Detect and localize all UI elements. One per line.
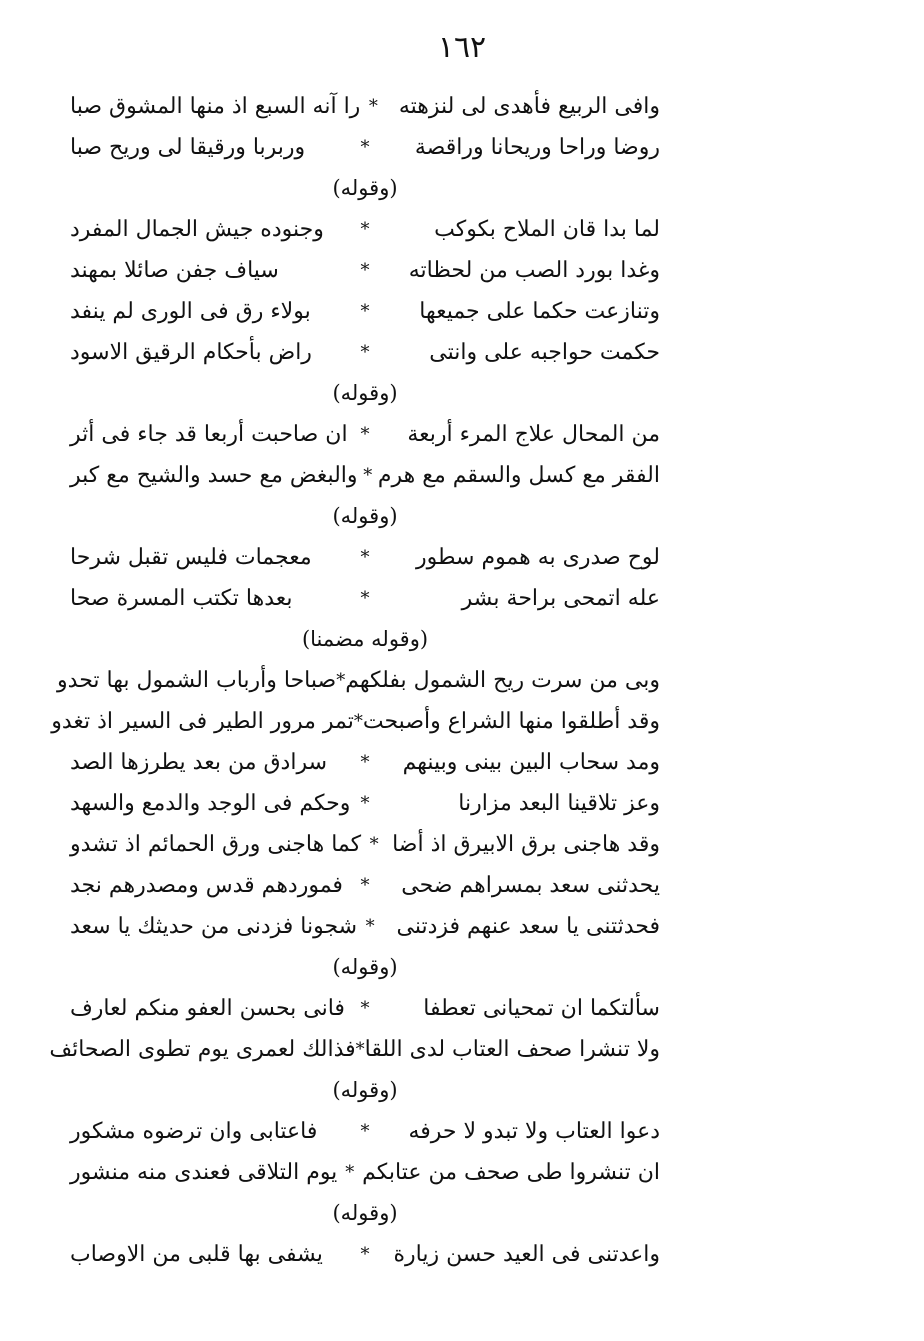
first-hemistich: لوح صدرى به هموم سطور [415,545,660,570]
verse-separator: * [360,752,370,773]
page-number: ١٦٢ [437,30,487,65]
first-hemistich: وبى من سرت ريح الشمول بفلكهم [345,668,660,693]
second-hemistich: وجنوده جيش الجمال المفرد [70,217,324,242]
second-hemistich: تمر مرور الطير فى السير اذ تغدو [51,709,354,734]
section-heading: (وقوله) [332,1201,398,1225]
verse-line [70,988,660,1029]
section-heading: (وقوله) [332,504,398,528]
first-hemistich: حكمت حواجبه على وانتى [429,340,660,365]
first-hemistich: وقد أطلقوا منها الشراع وأصبحت [362,709,660,734]
verse-separator: * [360,342,370,363]
verse-separator: * [336,670,346,691]
verse-line [70,209,660,250]
verse-separator: * [365,916,375,937]
verse-separator: * [368,96,378,117]
second-hemistich: فاعتابى وان ترضوه مشكور [70,1119,318,1144]
first-hemistich: فحدثتنى يا سعد عنهم فزدتنى [396,914,660,939]
verse-line [51,701,660,742]
first-hemistich: سألتكما ان تمحيانى تعطفا [423,996,660,1021]
verse-line [70,783,660,824]
first-hemistich: الفقر مع كسل والسقم مع هرم [377,463,660,488]
verse-separator: * [360,1244,370,1265]
verse-separator: * [360,301,370,322]
second-hemistich: سياف جفن صائلا بمهند [70,258,279,283]
first-hemistich: عله اتمحى براحة بشر [461,586,660,611]
second-hemistich: كما هاجنى ورق الحمائم اذ تشدو [70,832,362,857]
verse-separator: * [360,588,370,609]
verse-line [70,291,660,332]
first-hemistich: ومد سحاب البين بينى وبينهم [402,750,660,775]
verse-separator: * [360,875,370,896]
verse-line [70,127,660,168]
first-hemistich: لما بدا قان الملاح بكوكب [434,217,660,242]
first-hemistich: وقد هاجنى برق الابيرق اذ أضا [392,832,660,857]
verse-line [70,1234,660,1275]
second-hemistich: معجمات فليس تقبل شرحا [70,545,312,570]
first-hemistich: من المحال علاج المرء أربعة [407,422,660,447]
second-hemistich: فذالك لعمرى يوم تطوى الصحائف [49,1037,356,1062]
first-hemistich: ان تنشروا طى صحف من عتابكم [362,1160,660,1185]
second-hemistich: بعدها تكتب المسرة صحا [70,586,293,611]
second-hemistich: صباحا وأرباب الشمول بها تحدو [57,668,337,693]
poem-body [49,86,660,1275]
first-hemistich: ولا تنشرا صحف العتاب لدى اللقا [364,1037,660,1062]
second-hemistich: وحكم فى الوجد والدمع والسهد [70,791,351,816]
first-hemistich: وافى الربيع فأهدى لى لنزهته [398,94,660,119]
verse-separator: * [360,793,370,814]
verse-separator: * [353,711,363,732]
second-hemistich: وربربا ورقيقا لى وريح صبا [70,135,306,160]
verse-line [70,742,660,783]
second-hemistich: بولاء رق فى الورى لم ينفد [70,299,311,324]
verse-line [57,660,660,701]
second-hemistich: ان صاحبت أربعا قد جاء فى أثر [70,422,348,447]
verse-separator: * [360,424,370,445]
verse-separator: * [355,1039,365,1060]
second-hemistich: فانى بحسن العفو منكم لعارف [70,996,345,1021]
first-hemistich: روضا وراحا وريحانا وراقصة [414,135,660,160]
first-hemistich: وعز تلاقينا البعد مزارنا [458,791,660,816]
first-hemistich: يحدثنى سعد بمسراهم ضحى [401,873,660,898]
verse-separator: * [345,1162,355,1183]
first-hemistich: واعدتنى فى العيد حسن زيارة [393,1242,660,1267]
verse-separator: * [360,260,370,281]
second-hemistich: فموردهم قدس ومصدرهم نجد [70,873,343,898]
second-hemistich: يشفى بها قلبى من الاوصاب [70,1242,323,1267]
section-heading: (وقوله) [332,381,398,405]
first-hemistich: وغدا بورد الصب من لحظاته [408,258,660,283]
verse-line [70,1152,660,1193]
section-heading: (وقوله) [332,176,398,200]
second-hemistich: راض بأحكام الرقيق الاسود [70,340,312,365]
verse-separator: * [360,547,370,568]
verse-separator: * [360,998,370,1019]
verse-line [70,824,660,865]
first-hemistich: دعوا العتاب ولا تبدو لا حرفه [408,1119,660,1144]
verse-separator: * [360,137,370,158]
verse-separator: * [363,465,373,486]
second-hemistich: را آنه السبع اذ منها المشوق صبا [70,94,361,119]
section-heading: (وقوله مضمنا) [301,627,429,651]
verse-separator: * [360,1121,370,1142]
verse-line [70,455,660,496]
verse-line [70,906,660,947]
verse-line [70,537,660,578]
verse-line [70,865,660,906]
verse-line [70,578,660,619]
verse-line [49,1029,660,1070]
second-hemistich: سرادق من بعد يطرزها الصد [70,750,328,775]
verse-separator: * [360,219,370,240]
section-heading: (وقوله) [332,955,398,979]
second-hemistich: والبغض مع حسد والشيح مع كبر [70,463,358,488]
verse-line [70,1111,660,1152]
verse-line [70,414,660,455]
verse-line [70,332,660,373]
verse-line [70,86,660,127]
second-hemistich: يوم التلاقى فعندى منه منشور [70,1160,338,1185]
verse-line [70,250,660,291]
second-hemistich: شجونا فزدنى من حديثك يا سعد [70,914,358,939]
verse-separator: * [369,834,379,855]
first-hemistich: وتنازعت حكما على جميعها [419,299,660,324]
section-heading: (وقوله) [332,1078,398,1102]
